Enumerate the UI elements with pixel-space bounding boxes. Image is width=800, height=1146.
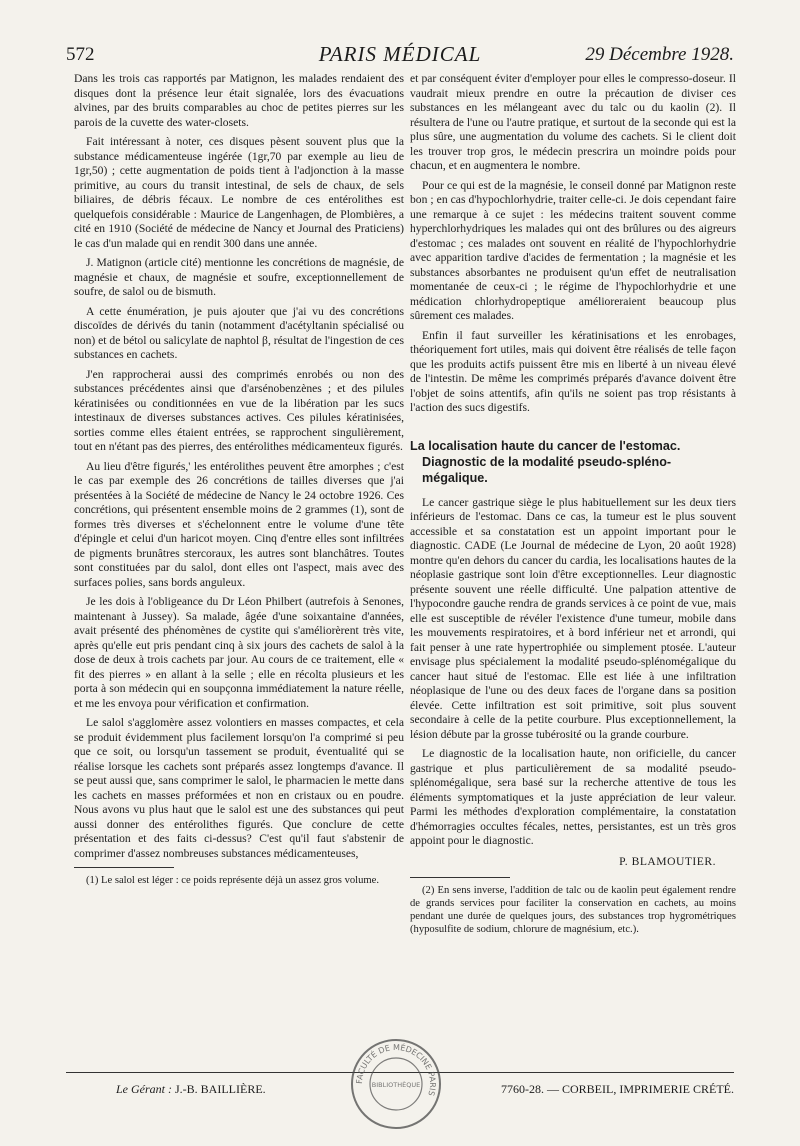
paragraph: J'en rapprocherai aussi des comprimés enrobés ou non des substances précédentes ainsi que d'arsénobenzènes ; et des pilules kératinisées ou conditionnées en vue de la libération par les sucs intestinaux de diverses substances actives. Ces pilules kératinisées, sorties comme elles étaient entrées, se rapprochent singulièrement, tout en n'étant pas des pierres, des entérolithes médicamenteux figurés. <box>74 367 404 453</box>
section-heading <box>410 438 736 486</box>
paragraph: Le diagnostic de la localisation haute, non orificielle, du cancer gastrique et plus particulièrement de sa modalité pseudo-splénomégalique, sera basé sur la recherche attentive de tous les éléments symptomatiques et la juste appréciation de leur valeur. Parmi les méthodes d'exploration complémentaire, la constatation d'hémorragies occultes fécales, nettes, persistantes, est un très gros appoint pour le diagnostic. <box>410 747 736 847</box>
stamp-inner-text: BIBLIOTHÈQUE <box>371 1081 421 1089</box>
footnote-divider <box>410 877 510 878</box>
paragraph: Le salol s'agglomère assez volontiers en masses compactes, et cela se produit évidemment plus facilement lorsqu'on l'a comprimé si peu que ce soit, ou lorsqu'un tassement se produit, éventualité qui se réalise lorsque les cachets sont préparés assez longtemps d'avance. Il se peut aussi que, sans comprimer le salol, le pharmacien le mette dans les cachets en masses préformées et non en cristaux ou en poudre. Nous avons vu plus haut que le salol est une des substances qui peut aussi donner des entérolithes figurés. Que conclure de cette présentation et des faits ci-dessus? C'est qu'il faut s'abstenir de comprimer d'assez nombreuses substances médicamenteuses, <box>74 716 404 860</box>
paragraph: et par conséquent éviter d'employer pour elles le compresso-doseur. Il vaudrait mieux prendre en outre la précaution de diviser ces substances en les mélangeant avec du talc ou du kaolin (2). Il résultera de l'une ou l'autre pratique, et surtout de la seconde qui est la plus sûre, une augmentation du volume des cachets. Si le client doit les trouver trop gros, le médecin prescrira un moindre poids pour chacun, et en augmentera le nombre. <box>410 72 736 172</box>
library-stamp <box>348 1036 444 1132</box>
paragraph: A cette énumération, je puis ajouter que j'ai vu des concrétions discoïdes de dérivés du tanin (notamment d'acétyltanin spécialisé ou non) et de bétol ou salicylate de naphtol β, résultat de l'ingestion de ces substances en cachets. <box>74 304 404 361</box>
paragraph: Fait intéressant à noter, ces disques pèsent souvent plus que la substance médicamenteuse ingérée (1gr,70 par exemple au lieu de 1gr,50) ; cette augmentation de poids tient à l'adjonction à la masse primitive, au cours du transit intestinal, de sels de chaux, de sels biliaires, de débris fécaux. Le nombre de ces entérolithes est quelquefois considérable : Maurice de Langenhagen, de Plombières, a cité en 1910 (Société de médecine de Nancy et Journal des Praticiens) le cas d'un malade qui en rendit 300 dans une année. <box>74 135 404 250</box>
paragraph: Le cancer gastrique siège le plus habituellement sur les deux tiers inférieurs de l'estomac. Dans ce cas, la tumeur est le plus souvent accessible et sa constatation est un appoint important pour le diagnostic. CADE (Le Journal de médecine de Lyon, 20 août 1928) montre qu'en dehors du cancer du cardia, les localisations hautes de la néoplasie gastrique sont loin d'être exceptionnelles. Leur diagnostic présente souvent une réelle difficulté. Une palpation attentive de l'hypocondre gauche rendra de grands services à ce point de vue, mais elle est susceptible de révéler l'existence d'une tumeur, mobile dans les mouvements respiratoires, et à bord inférieur net et arrondi, qui fait penser à une rate hypertrophiée ou simplement ptosée. L'auteur envisage plus spécialement la modalité pseudo-splénomégalique du cancer haut situé de l'estomac. Elle est liée à une infiltration néoplasique de l'une ou des deux faces de l'organe dans sa position élevée. Cette infiltration est soit primitive, soit plus souvent secondaire à celle de la petite courbure. Plus exceptionnellement, la lésion débute par la grosse tubérosité ou la grande courbure. <box>410 495 736 741</box>
left-column <box>74 72 404 887</box>
paragraph: Pour ce qui est de la magnésie, le conseil donné par Matignon reste bon ; en cas d'hypochlorhydrie, traiter celle-ci. Je dois cependant faire une remarque à ce sujet : les médecins traitent souvent comme hyperchlorhydriques les malades qui ont des brûlures ou des aigreurs d'estomac ; ces malades ont souvent en réalité de l'hypochlorhydrie avec apparition tardive d'acides de fermentation ; la magnésie et les substances absorbantes ne produisent qu'un effet de neutralisation momentanée de ceux-ci ; le régime de l'hypochlorhydrie et une médication chlorhydropeptique amélioreraient beaucoup plus sûrement ces malades. <box>410 178 736 322</box>
page-number: 572 <box>66 44 95 65</box>
gerant-name: J.-B. BAILLIÈRE. <box>175 1082 266 1096</box>
gerant-label: Le Gérant : <box>116 1082 172 1096</box>
paragraph: Au lieu d'être figurés,' les entérolithes peuvent être amorphes ; c'est le cas par exemple des 26 concrétions de tailles diverses que j'ai présentées à la Société de médecine de Nancy le 24 octobre 1926. Ces concrétions, qui présentent ensemble moins de 2 grammes (1), sont de formes très diverses et s'échelonnent entre le volume d'une tête d'épingle et celui d'un haricot moyen. Cinq d'entre elles sont infiltrées de pigments brunâtres stercoraux, les autres sont blanchâtres. Toutes sont constituées par du salol, dont elles ont l'aspect, mais avec des surfaces polies, sans bords anguleux. <box>74 459 404 589</box>
footnote-1 <box>74 874 404 887</box>
footnote-divider <box>74 867 174 868</box>
paragraph: Je les dois à l'obligeance du Dr Léon Philbert (autrefois à Senones, maintenant à Jussey). Sa malade, âgée d'une soixantaine d'années, avait présenté des phénomènes de cystite qui s'améliorèrent très vite, après qu'elle eut pris pendant cinq à six jours des cachets de salol à la dose de deux à trois cachets par jour. Au cours de ce traitement, elle « fit des pierres » en allant à la selle ; elle en récolta plusieurs et les porta à son médecin qui en soupçonna immédiatement la nature réelle, et me les envoya pour vérification et confirmation. <box>74 595 404 710</box>
author-signature: P. BLAMOUTIER. <box>619 854 716 868</box>
paragraph: Enfin il faut surveiller les kératinisations et les enrobages, théoriquement fort utiles, mais qui doivent être réalisés de telle façon que les produits actifs puissent être mis en liberté à un niveau élevé de l'intestin. De même les comprimés préparés d'avance doivent être l'objet de soins attentifs, afin qu'ils ne soient pas trop résistants à l'action des sucs digestifs. <box>410 328 736 414</box>
issue-date: 29 Décembre 1928. <box>585 44 734 65</box>
printer-reference: 7760-28. — CORBEIL, IMPRIMERIE CRÉTÉ. <box>501 1082 734 1096</box>
footnote-text: (2) En sens inverse, l'addition de talc ou de kaolin peut également rendre de grands services pour faciliter la conservation en cachets, au moins pendant une durée de quelques jours, des substances trop hygrométriques (hyposulfite de sodium, chlorure de magnésium, etc.). <box>410 885 736 935</box>
section-heading-line-1: La localisation haute du cancer de l'estomac. <box>410 438 681 453</box>
journal-title: PARIS MÉDICAL <box>318 42 482 66</box>
footnote-2 <box>410 884 736 936</box>
stamp-ring-text: FACULTÉ DE MÉDECINE PARIS <box>354 1042 438 1097</box>
footnote-text: (1) Le salol est léger : ce poids représente déjà un assez gros volume. <box>86 875 379 886</box>
paragraph: Dans les trois cas rapportés par Matignon, les malades rendaient des disques dont la présence leur était signalée, lors des évacuations alvines, par des bruits comparables au choc de petites pierres sur les parois de la cuvette des water-closets. <box>74 72 404 129</box>
section-heading-line-2: Diagnostic de la modalité pseudo-spléno-mégalique. <box>422 454 672 485</box>
gerant-credit <box>116 1082 266 1097</box>
right-column <box>410 72 736 936</box>
paragraph: J. Matignon (article cité) mentionne les concrétions de magnésie, de magnésie et chaux, de magnésie et soufre, exceptionnellement de soufre, de salol ou de bismuth. <box>74 256 404 298</box>
page-header <box>66 40 734 70</box>
